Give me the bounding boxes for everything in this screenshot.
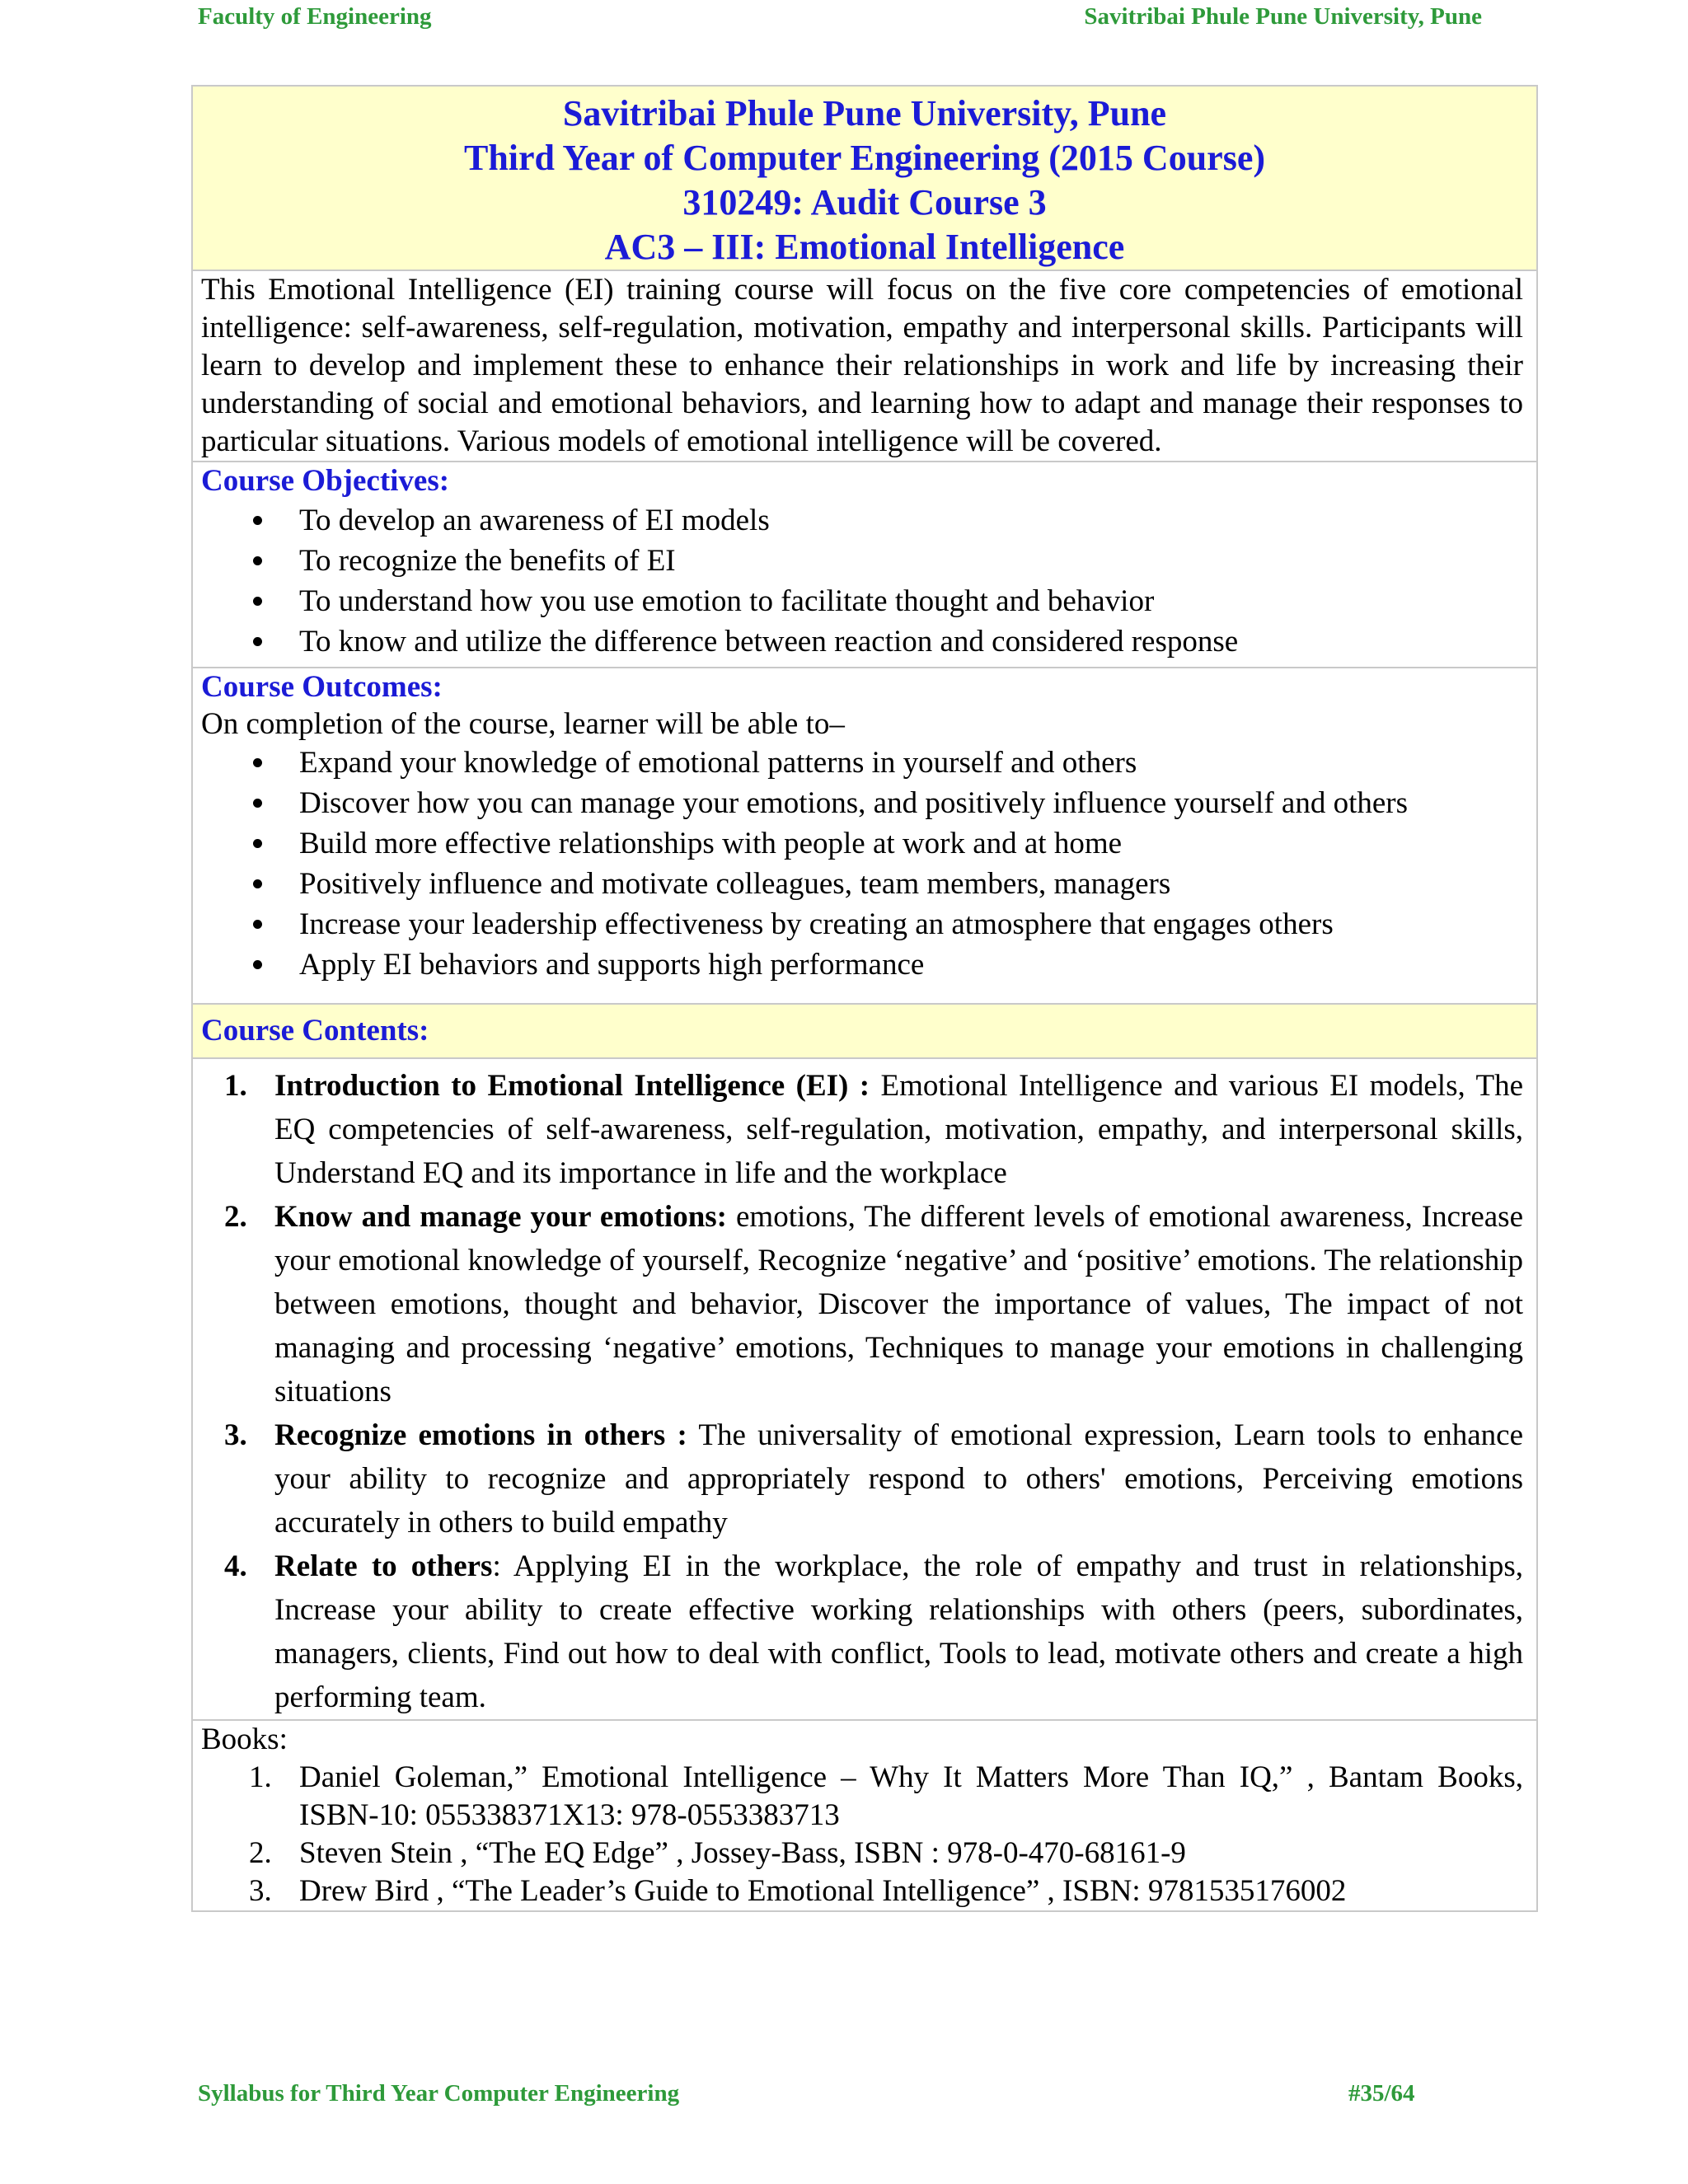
- outcomes-heading: Course Outcomes:: [201, 670, 443, 704]
- bullet-icon: [253, 516, 262, 525]
- contents-heading: Course Contents:: [193, 1003, 1536, 1057]
- bullet-icon: [253, 879, 262, 888]
- university-title: Savitribai Phule Pune University, Pune: [562, 93, 1167, 134]
- program-title: Third Year of Computer Engineering (2015 Course): [463, 138, 1266, 178]
- bullet-icon: [253, 637, 262, 646]
- objectives-heading: Course Objectives:: [201, 464, 450, 498]
- objective-item: To understand how you use emotion to facilitate thought and behavior: [193, 581, 1536, 621]
- footer-syllabus-title: Syllabus for Third Year Computer Engineering: [198, 2080, 680, 2107]
- objective-item: To recognize the benefits of EI: [193, 541, 1536, 581]
- unit-title: Introduction to Emotional Intelligence (EI) :: [274, 1069, 870, 1103]
- bullet-icon: [253, 960, 262, 969]
- book-item: 1. Daniel Goleman,” Emotional Intelligence – Why It Matters More Than IQ,” , Bantam Books, ISBN-10: 055338371X13: 978-0553383713: [249, 1760, 1523, 1832]
- objectives-section: [193, 461, 1536, 667]
- unit-item: 4. Relate to others: Applying EI in the workplace, the role of empathy and trust in relationships, Increase your ability to create effective working relationships with others (peers, subordinates, managers, clients, Find out how to deal with conflict, Tools to lead, motivate others and create a high performing team.: [224, 1549, 1523, 1714]
- outcomes-intro: On completion of the course, learner will be able to–: [201, 707, 845, 741]
- bullet-icon: [253, 920, 262, 929]
- header-university: Savitribai Phule Pune University, Pune: [1084, 3, 1482, 30]
- outcome-item: Expand your knowledge of emotional patterns in yourself and others: [193, 743, 1536, 783]
- unit-item: 2. Know and manage your emotions: emotions, The different levels of emotional awareness, Increase your emotional knowledge of yourself, Recognize ‘negative’ and ‘positive’ emotions. The relationship between emotions, thought and behavior, Discover the importance of values, The impact of not managing and processing ‘negative’ emotions, Techniques to manage your emotions in challenging situations: [224, 1200, 1523, 1408]
- course-name-title: AC3 – III: Emotional Intelligence: [604, 227, 1125, 267]
- bullet-icon: [253, 839, 262, 848]
- page-footer: [0, 2080, 1688, 2113]
- outcome-item: Build more effective relationships with people at work and at home: [193, 823, 1536, 864]
- outcome-item: Positively influence and motivate colleagues, team members, managers: [193, 864, 1536, 904]
- header-faculty: Faculty of Engineering: [198, 3, 432, 30]
- unit-title: Know and manage your emotions:: [274, 1200, 727, 1234]
- books-section: [193, 1719, 1536, 1910]
- bullet-icon: [253, 758, 262, 767]
- unit-item: 3. Recognize emotions in others : The universality of emotional expression, Learn tools to enhance your ability to recognize and appropriately respond to others' emotions, Perceiving emotions accurately in others to build empathy: [224, 1418, 1523, 1540]
- book-item: 2. Steven Stein , “The EQ Edge” , Jossey-Bass, ISBN : 978-0-470-68161-9: [249, 1836, 1186, 1870]
- bullet-icon: [253, 799, 262, 808]
- outcome-item: Apply EI behaviors and supports high performance: [193, 944, 1536, 985]
- footer-page-number: #35/64: [1348, 2080, 1415, 2107]
- outcome-item: Increase your leadership effectiveness by creating an atmosphere that engages others: [193, 904, 1536, 944]
- course-title-block: [193, 87, 1536, 269]
- bullet-icon: [253, 556, 262, 565]
- outcome-item: Discover how you can manage your emotions, and positively influence yourself and others: [193, 783, 1536, 823]
- page-header: [0, 3, 1688, 36]
- objective-item: To know and utilize the difference between reaction and considered response: [193, 621, 1536, 662]
- unit-title: Recognize emotions in others :: [274, 1418, 687, 1452]
- course-code-title: 310249: Audit Course 3: [682, 182, 1047, 223]
- course-description: This Emotional Intelligence (EI) training course will focus on the five core competencies of emotional intelligence: self-awareness, self-regulation, motivation, empathy and interpersonal skills. Participants will learn to develop and implement these to enhance their relationships in work and life by increasing their understanding of social and emotional behaviors, and learning how to adapt and manage their responses to particular situations. Various models of emotional intelligence will be covered.: [193, 269, 1536, 461]
- unit-title: Relate to others: [274, 1549, 493, 1583]
- objective-item: To develop an awareness of EI models: [193, 500, 1536, 541]
- book-item: 3. Drew Bird , “The Leader’s Guide to Emotional Intelligence” , ISBN: 9781535176002: [249, 1874, 1347, 1908]
- syllabus-table: [191, 85, 1538, 1912]
- unit-item: 1. Introduction to Emotional Intelligence (EI) : Emotional Intelligence and various EI models, The EQ competencies of self-awareness, self-regulation, motivation, empathy, and interpersonal skills, Understand EQ and its importance in life and the workplace: [224, 1069, 1523, 1190]
- outcomes-section: [193, 667, 1536, 1003]
- contents-section: [193, 1057, 1536, 1719]
- bullet-icon: [253, 597, 262, 606]
- books-label: Books:: [201, 1722, 288, 1756]
